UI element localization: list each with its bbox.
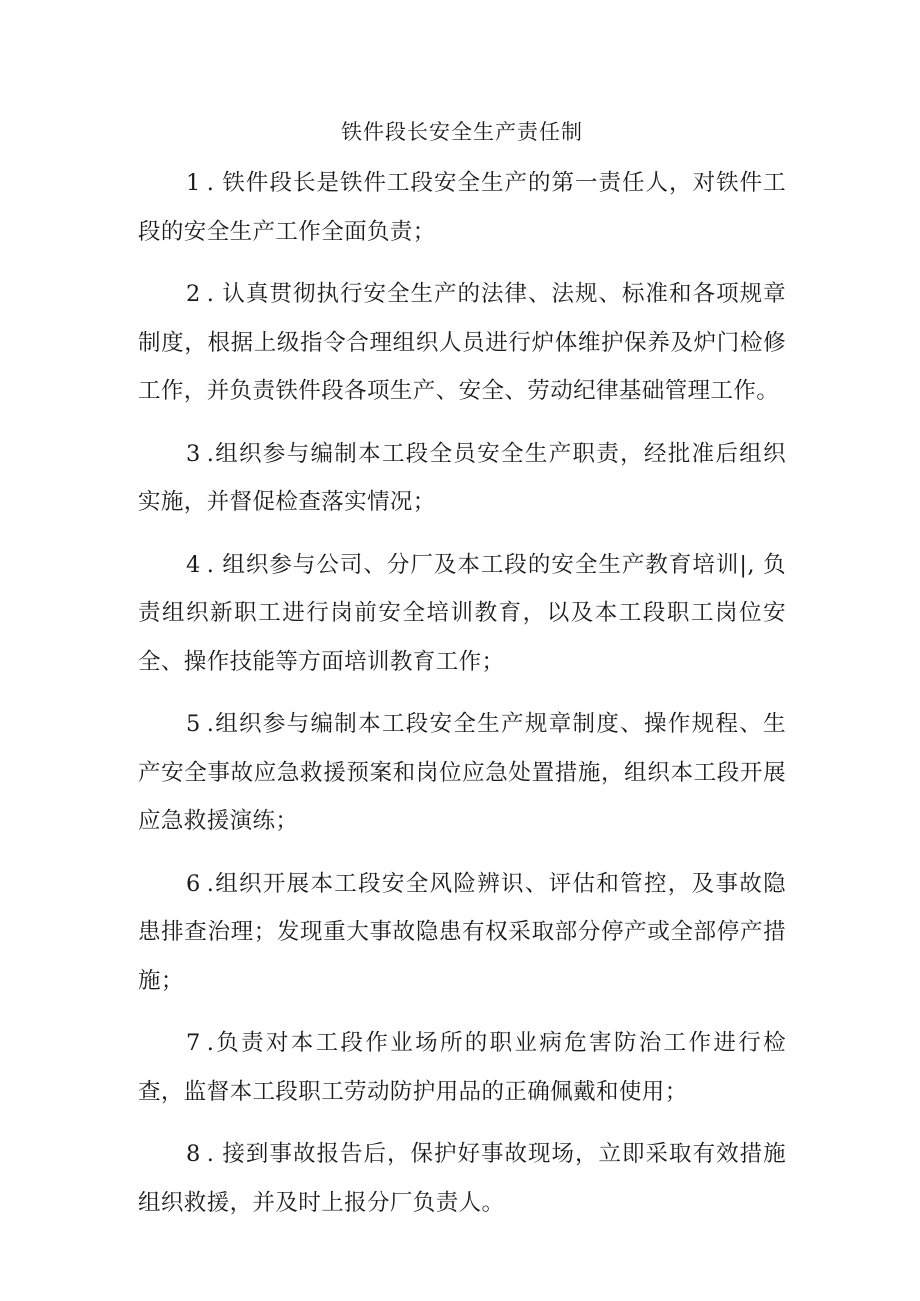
clause-4 bbox=[138, 541, 786, 687]
clause-text: .负责对本工段作业场所的职业病危害防治工作进行检查，监督本工段职工劳动防护用品的正确佩戴和使用； bbox=[138, 1030, 786, 1105]
clause-text: . 接到事故报告后，保护好事故现场，立即采取有效措施组织救援，并及时上报分厂负责人。 bbox=[138, 1141, 786, 1216]
clause-1 bbox=[138, 159, 786, 256]
clause-5 bbox=[138, 700, 786, 846]
clause-3 bbox=[138, 430, 786, 527]
clause-7 bbox=[138, 1019, 786, 1116]
clause-8 bbox=[138, 1130, 786, 1227]
clause-list bbox=[138, 159, 786, 1227]
clause-number: 8 bbox=[186, 1141, 201, 1167]
clause-6 bbox=[138, 860, 786, 1006]
clause-text: .组织参与编制本工段安全生产规章制度、操作规程、生产安全事故应急救援预案和岗位应急处置措施，组织本工段开展应急救援演练； bbox=[138, 711, 786, 834]
clause-2 bbox=[138, 270, 786, 416]
clause-text: .组织开展本工段安全风险辨识、评估和管控，及事故隐患排查治理；发现重大事故隐患有权采取部分停产或全部停产措施； bbox=[138, 870, 786, 994]
clause-number: 1 bbox=[186, 170, 201, 196]
clause-number: 6 bbox=[186, 870, 201, 897]
clause-text: . 认真贯彻执行安全生产的法律、法规、标准和各项规章制度，根据上级指令合理组织人员进行炉体维护保养及炉门检修工作，并负责铁件段各项生产、安全、劳动纪律基础管理工作。 bbox=[138, 281, 786, 404]
clause-text: . 铁件段长是铁件工段安全生产的第一责任人，对铁件工段的安全生产工作全面负责； bbox=[138, 170, 786, 245]
document-title: 铁件段长安全生产责任制 bbox=[341, 120, 583, 144]
clause-text: .组织参与编制本工段全员安全生产职责，经批准后组织实施，并督促检查落实情况； bbox=[138, 440, 786, 515]
clause-number: 3 bbox=[186, 440, 201, 467]
clause-number: 7 bbox=[186, 1030, 201, 1056]
clause-number: 4 bbox=[186, 551, 201, 578]
clause-text: . 组织参与公司、分厂及本工段的安全生产教育培训|, 负责组织新职工进行岗前安全培训教育，以及本工段职工岗位安全、操作技能等方面培训教育工作； bbox=[138, 551, 786, 675]
clause-number: 2 bbox=[186, 281, 201, 307]
clause-number: 5 bbox=[186, 711, 201, 737]
